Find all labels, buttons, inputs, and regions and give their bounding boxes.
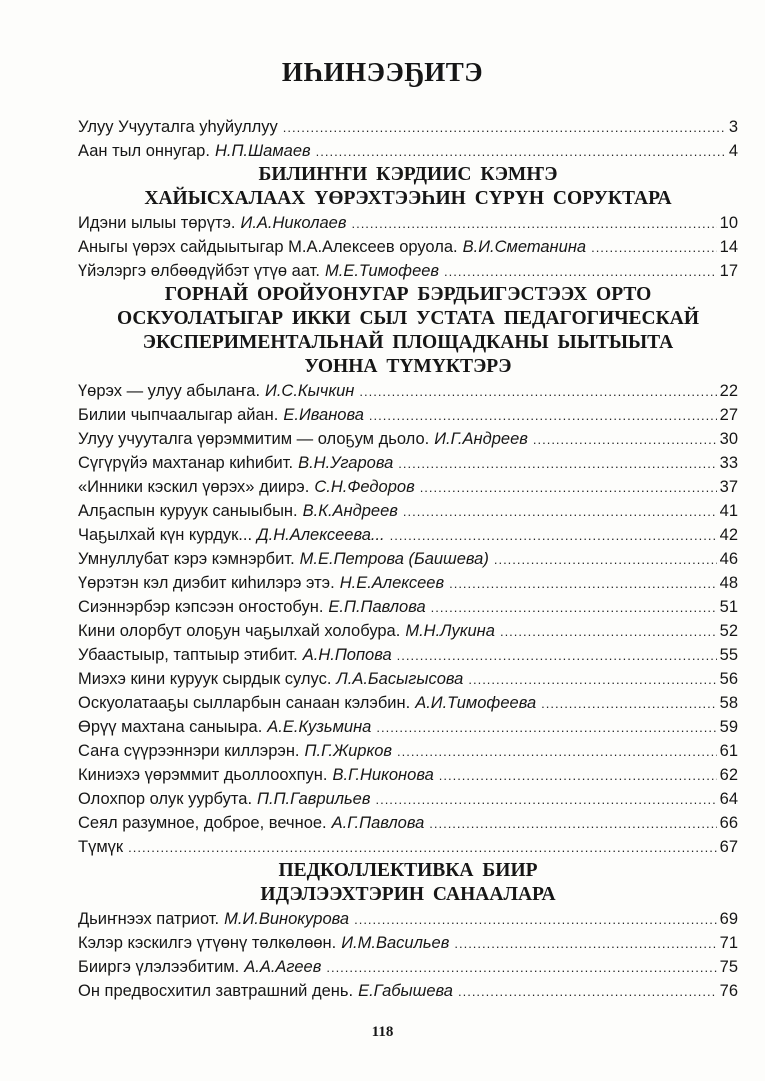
dot-leader: [390, 524, 717, 548]
entry-title: Сиэннэрбэр кэпсээн оҥостобун.: [78, 598, 324, 616]
entry-title: Улуу учууталга үөрэммитим — олоҕум дьоло.: [78, 430, 430, 448]
entry-author: Д.Н.Алексеева...: [257, 526, 385, 544]
entry-page: 61: [719, 742, 738, 760]
entry-page: 55: [719, 646, 738, 664]
entry-author: В.Н.Угарова: [298, 454, 394, 472]
toc-entry[interactable]: [78, 523, 738, 547]
entry-author: Е.Габышева: [358, 982, 453, 1000]
dot-leader: [591, 236, 717, 260]
toc-section: [78, 163, 738, 283]
toc-entry[interactable]: [78, 547, 738, 571]
toc-entry[interactable]: [78, 499, 738, 523]
toc-entry[interactable]: [78, 643, 738, 667]
entry-author: М.Е.Тимофеев: [324, 262, 440, 280]
toc-entry[interactable]: [78, 955, 738, 979]
toc-entry[interactable]: [78, 739, 738, 763]
entry-title: Аан тыл оннугар.: [78, 142, 210, 160]
entry-title: «Инники кэскил үөрэх» диирэ.: [78, 478, 310, 496]
toc-entry[interactable]: [78, 835, 738, 859]
toc-entry[interactable]: [78, 451, 738, 475]
entry-page: 71: [719, 934, 738, 952]
dot-leader: [359, 380, 716, 404]
entry-title: Сүгүрүйэ махтанар киһибит.: [78, 454, 294, 472]
entry-page: 33: [719, 454, 738, 472]
toc-entry[interactable]: [78, 691, 738, 715]
dot-leader: [128, 836, 716, 860]
toc-entry[interactable]: [78, 763, 738, 787]
entry-page: 17: [719, 262, 738, 280]
entry-title: Оскуолатааҕы сылларбын санаан кэлэбин.: [78, 694, 411, 712]
page-number: 118: [371, 1024, 394, 1040]
dot-leader: [420, 476, 717, 500]
toc-entry[interactable]: [78, 715, 738, 739]
dot-leader: [439, 764, 717, 788]
entry-page: 48: [719, 574, 738, 592]
entry-page: 62: [719, 766, 738, 784]
dot-leader: [316, 140, 726, 164]
toc-entry[interactable]: [78, 811, 738, 835]
section-heading: ОСКУОЛАТЫГАР ИККИ СЫЛ УСТАТА ПЕДАГОГИЧЕСКАЙ: [116, 308, 699, 329]
entry-author: П.Г.Жирков: [304, 742, 393, 760]
entry-author: Н.Е.Алексеев: [339, 574, 445, 592]
entry-author: А.Г.Павлова: [331, 814, 425, 832]
entry-author: М.И.Винокурова: [224, 910, 350, 928]
section-heading: ПЕДКОЛЛЕКТИВКА БИИР: [278, 860, 538, 881]
toc-entry[interactable]: [78, 619, 738, 643]
entry-author: И.С.Кычкин: [265, 382, 355, 400]
entry-author: Н.П.Шамаев: [214, 142, 311, 160]
entry-title: Миэхэ кини куруук сырдык сулус.: [78, 670, 332, 688]
dot-leader: [326, 956, 716, 980]
entry-page: 42: [719, 526, 738, 544]
entry-title: Алҕаспын куруук саныыбын.: [78, 502, 298, 520]
entry-page: 14: [719, 238, 738, 256]
entry-author: П.П.Гаврильев: [257, 790, 371, 808]
entry-author: А.А.Агеев: [244, 958, 322, 976]
entry-page: 10: [719, 214, 738, 232]
entry-title: Кини олорбут олоҕун чаҕылхай холобура.: [78, 622, 401, 640]
toc-entry[interactable]: [78, 475, 738, 499]
section-heading: УОННА ТҮМҮКТЭРЭ: [304, 356, 512, 377]
toc-entry[interactable]: [78, 259, 738, 283]
entry-author: И.М.Васильев: [341, 934, 450, 952]
entry-page: 76: [719, 982, 738, 1000]
dot-leader: [500, 620, 717, 644]
dot-leader: [449, 572, 717, 596]
dot-leader: [494, 548, 717, 572]
dot-leader: [398, 452, 716, 476]
entry-page: 27: [719, 406, 738, 424]
dot-leader: [533, 428, 717, 452]
section-heading: ХАЙЫСХАЛААХ ҮӨРЭХТЭЭҺИН СҮРҮН СОРУКТАРА: [144, 188, 672, 209]
entry-page: 52: [719, 622, 738, 640]
dot-leader: [429, 812, 716, 836]
entry-title: Үөрэх — улуу абылаҥа.: [78, 382, 261, 400]
entry-title: Бииргэ үлэлээбитим.: [78, 958, 240, 976]
dot-leader: [444, 260, 717, 284]
entry-title: Аныгы үөрэх сайдыытыгар М.А.Алексеев оруола.: [78, 238, 458, 256]
entry-page: 30: [719, 430, 738, 448]
entry-title: Саҥа сүүрээннэри киллэрэн.: [78, 742, 300, 760]
entry-title: Он предвосхитил завтрашний день.: [78, 982, 354, 1000]
entry-page: 66: [719, 814, 738, 832]
toc-entry[interactable]: [78, 235, 738, 259]
dot-leader: [403, 500, 717, 524]
section-heading: ИДЭЛЭЭХТЭРИН САНААЛАРА: [260, 884, 556, 905]
dot-leader: [431, 596, 717, 620]
entry-author: А.И.Тимофеева: [415, 694, 537, 712]
entry-title: Өрүү махтана саныыра.: [78, 718, 263, 736]
entry-page: 37: [719, 478, 738, 496]
entry-title: Дьиҥнээх патриот.: [78, 910, 220, 928]
entry-page: 64: [719, 790, 738, 808]
entry-page: 41: [719, 502, 738, 520]
entry-author: В.Г.Никонова: [332, 766, 434, 784]
entry-title: Идэни ылыы төрүтэ.: [78, 214, 236, 232]
entry-page: 56: [719, 670, 738, 688]
toc-entry[interactable]: [78, 211, 738, 235]
dot-leader: [468, 668, 716, 692]
entry-author: М.Е.Петрова (Баишева): [299, 550, 489, 568]
entry-page: 51: [719, 598, 738, 616]
entry-author: Е.П.Павлова: [328, 598, 426, 616]
entry-page: 59: [719, 718, 738, 736]
toc-section: [78, 859, 738, 1003]
toc-entry[interactable]: [78, 667, 738, 691]
dot-leader: [458, 980, 717, 1004]
entry-title: Үйэлэргэ өлбөөдүйбэт үтүө аат.: [78, 262, 320, 280]
toc-entry[interactable]: [78, 139, 738, 163]
entry-author: Л.А.Басыгысова: [336, 670, 464, 688]
entry-page: 46: [719, 550, 738, 568]
entry-title: Үөрэтэн кэл диэбит киһилэрэ этэ.: [78, 574, 335, 592]
entry-title: Олохпор олук уурбута.: [78, 790, 253, 808]
entry-author: Е.Иванова: [283, 406, 364, 424]
entry-author: И.А.Николаев: [240, 214, 347, 232]
toc-entry[interactable]: [78, 379, 738, 403]
entry-page: 22: [719, 382, 738, 400]
toc-entry[interactable]: [78, 979, 738, 1003]
toc-entry[interactable]: [78, 595, 738, 619]
toc-entry[interactable]: [78, 403, 738, 427]
dot-leader: [351, 212, 716, 236]
dot-leader: [375, 788, 716, 812]
toc-entry[interactable]: [78, 907, 738, 931]
toc-entry[interactable]: [78, 787, 738, 811]
entry-author: И.Г.Андреев: [434, 430, 528, 448]
entry-title: Сеял разумное, доброе, вечное.: [78, 814, 327, 832]
dot-leader: [397, 740, 717, 764]
dot-leader: [354, 908, 717, 932]
entry-page: 75: [719, 958, 738, 976]
toc-entry[interactable]: [78, 571, 738, 595]
dot-leader: [283, 116, 726, 140]
section-heading: БИЛИҤҤИ КЭРДИИС КЭМҤЭ: [258, 164, 558, 185]
toc-section: [78, 115, 738, 163]
page-title: ИҺИНЭЭҔИТЭ: [281, 57, 484, 87]
entry-title: Киниэхэ үөрэммит дьоллоохпун.: [78, 766, 328, 784]
dot-leader: [369, 404, 717, 428]
section-heading: ЭКСПЕРИМЕНТАЛЬНАЙ ПЛОЩАДКАНЫ ЫЫТЫЫТА: [142, 332, 674, 353]
section-heading: ГОРНАЙ ОРОЙУОНУГАР БЭРДЬИГЭСТЭЭХ ОРТО: [164, 284, 652, 305]
entry-title: Билии чыпчаалыгар айан.: [78, 406, 279, 424]
toc-entry[interactable]: [78, 115, 738, 139]
table-of-contents: [78, 115, 738, 1003]
entry-title: Убаастыыр, таптыыр этибит.: [78, 646, 298, 664]
entry-page: 3: [728, 118, 738, 136]
dot-leader: [376, 716, 716, 740]
entry-title: Чаҕылхай күн курдук...: [78, 526, 253, 544]
entry-author: М.Н.Лукина: [405, 622, 495, 640]
toc-entry[interactable]: [78, 931, 738, 955]
entry-title: Түмүк: [78, 838, 124, 856]
dot-leader: [397, 644, 717, 668]
entry-title: Умнуллубат кэрэ кэмнэрбит.: [78, 550, 295, 568]
entry-author: С.Н.Федоров: [314, 478, 415, 496]
entry-page: 67: [719, 838, 738, 856]
toc-entry[interactable]: [78, 427, 738, 451]
dot-leader: [541, 692, 717, 716]
entry-author: А.Е.Кузьмина: [267, 718, 372, 736]
entry-page: 69: [719, 910, 738, 928]
entry-page: 58: [719, 694, 738, 712]
entry-author: В.И.Сметанина: [462, 238, 587, 256]
entry-title: Кэлэр кэскилгэ үтүөнү төлкөлөөн.: [78, 934, 337, 952]
entry-title: Улуу Учууталга уһуйуллуу: [78, 118, 278, 136]
entry-page: 4: [728, 142, 738, 160]
dot-leader: [454, 932, 716, 956]
toc-section: [78, 283, 738, 859]
entry-author: В.К.Андреев: [302, 502, 398, 520]
entry-author: А.Н.Попова: [302, 646, 392, 664]
